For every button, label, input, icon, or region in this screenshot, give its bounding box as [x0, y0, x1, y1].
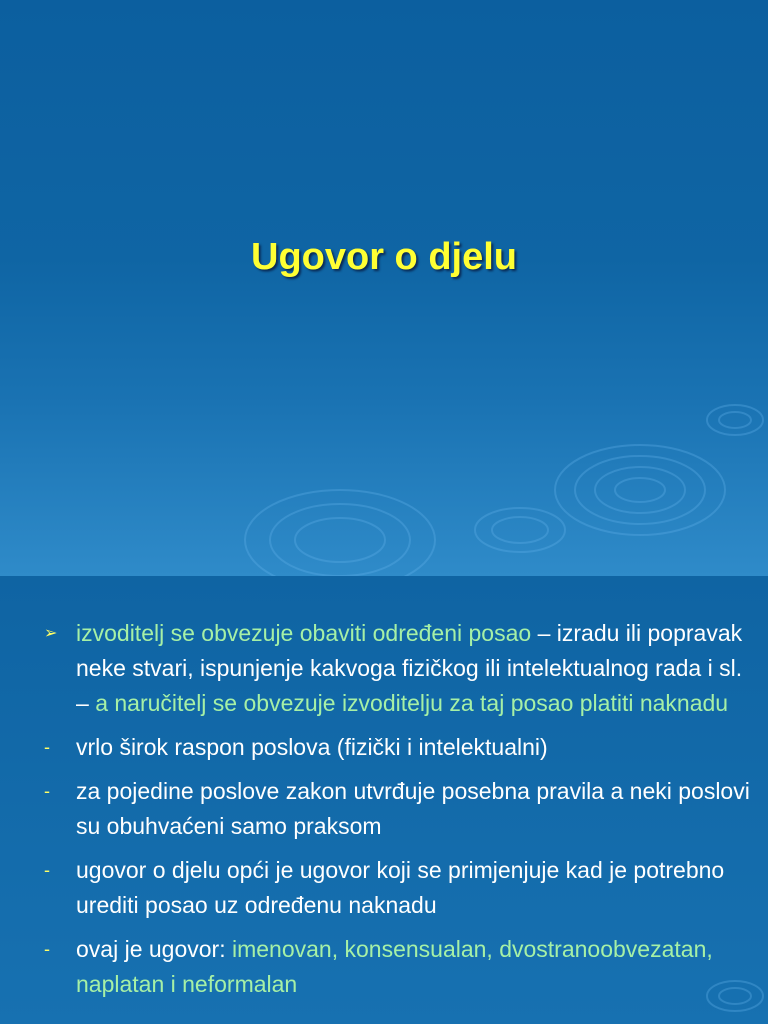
dash-bullet-icon: - [44, 939, 50, 959]
bullet-item [44, 774, 754, 844]
bullet-text-segment: za pojedine poslove zakon utvrđuje posebna pravila a neki poslovi su obuhvaćeni samo praksom [76, 778, 750, 839]
arrow-bullet-icon: ➢ [44, 625, 58, 642]
dash-bullet-icon: - [44, 737, 50, 757]
bullet-text [76, 778, 750, 839]
dash-bullet-icon: - [44, 860, 50, 880]
dash-bullet-icon: - [44, 781, 50, 801]
bullet-list [44, 616, 754, 1011]
bullet-text [76, 620, 742, 716]
bullet-text [76, 857, 724, 918]
bullet-text-segment: ovaj je ugovor: [76, 936, 232, 962]
bullet-text [76, 734, 548, 760]
bullet-text-segment: a naručitelj se obvezuje izvoditelju za taj posao platiti naknadu [95, 690, 729, 716]
bullet-item [44, 616, 754, 721]
bullet-text-segment: – izradu ili popravak neke stvari, ispunjenje kakvoga fizičkog ili intelektualnog rada i sl. – [76, 620, 743, 716]
bullet-item [44, 853, 754, 923]
bullet-text [76, 936, 713, 997]
slide-title: Ugovor o djelu [251, 236, 517, 278]
bullet-text-segment: ugovor o djelu opći je ugovor koji se primjenjuje kad je potrebno urediti posao uz određenu naknadu [76, 857, 725, 918]
bullet-text-segment: imenovan, konsensualan, dvostranoobvezatan, naplatan i neformalan [76, 936, 713, 997]
bullet-text-segment: vrlo širok raspon poslova (fizički i intelektualni) [76, 734, 548, 760]
bullet-item [44, 730, 754, 765]
content-slide [0, 576, 768, 1024]
bullet-item [44, 932, 754, 1002]
bullet-text-segment: izvoditelj se obvezuje obaviti određeni posao [76, 620, 532, 646]
